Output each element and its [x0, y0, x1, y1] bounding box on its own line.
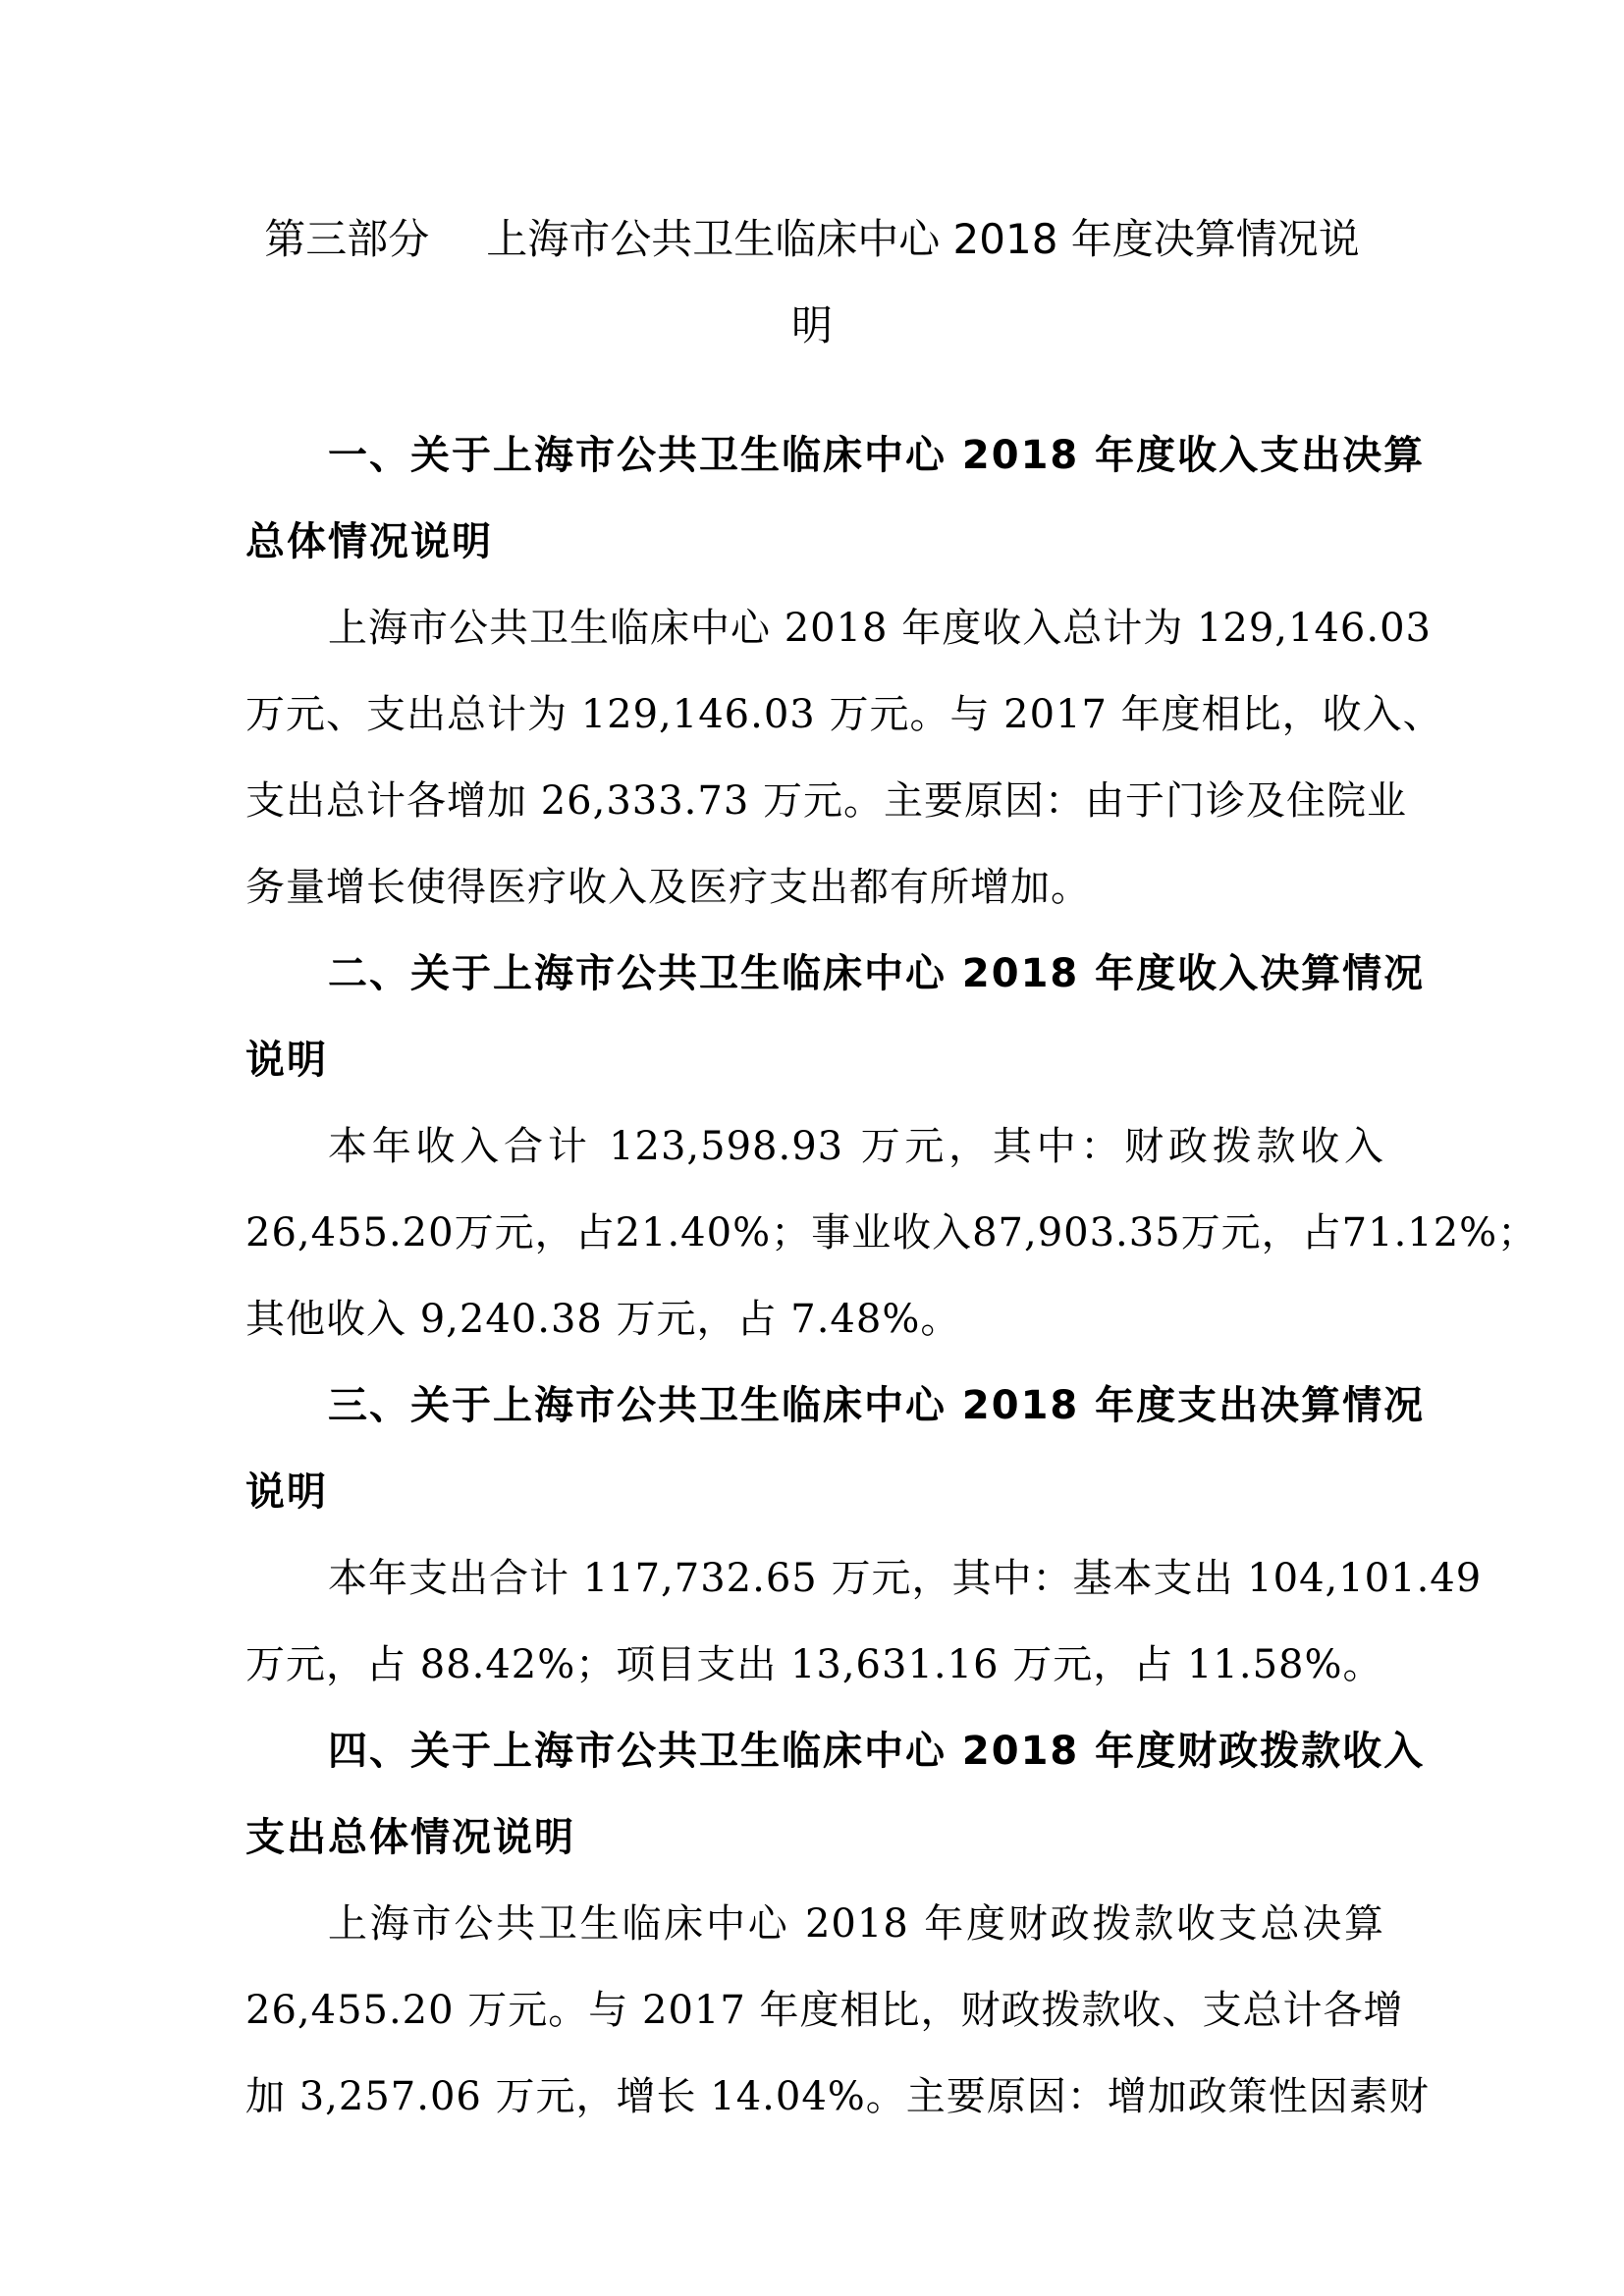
- section-1-body: [245, 585, 1443, 931]
- section-4-body-line: 上海市公共卫生临床中心 2018 年度财政拨款收支总决算: [328, 1901, 1384, 1947]
- section-1-body-line: 支出总计各增加 26,333.73 万元。主要原因：由于门诊及住院业: [245, 778, 1408, 824]
- section-3: [245, 1362, 1483, 1708]
- title-main: 上海市公共卫生临床中心 2018 年度决算情况说: [486, 215, 1360, 263]
- section-1-heading: [245, 412, 1426, 585]
- section-4-heading-line: 支出总体情况说明: [245, 1815, 575, 1860]
- title-part-label: 第三部分: [264, 215, 430, 263]
- section-2: [245, 931, 1539, 1362]
- section-2-body-line: 26,455.20万元，占21.40%；事业收入87,903.35万元，占71.12%；: [245, 1210, 1539, 1255]
- section-2-body-line: 本年收入合计 123,598.93 万元，其中：财政拨款收入: [328, 1124, 1384, 1169]
- section-2-heading-line: 说明: [245, 1038, 328, 1083]
- section-4-body-line: 加 3,257.06 万元，增长 14.04%。主要原因：增加政策性因素财: [245, 2074, 1430, 2119]
- section-3-heading: [245, 1362, 1426, 1535]
- section-1-body-line: 上海市公共卫生临床中心 2018 年度收入总计为 129,146.03: [328, 606, 1432, 651]
- section-3-body-line: 万元，占 88.42%；项目支出 13,631.16 万元，占 11.58%。: [245, 1642, 1383, 1687]
- section-3-body-line: 本年支出合计 117,732.65 万元，其中：基本支出 104,101.49: [328, 1556, 1483, 1601]
- section-2-body: [245, 1103, 1539, 1362]
- section-4-heading: [245, 1708, 1426, 1881]
- section-2-body-line: 其他收入 9,240.38 万元，占 7.48%。: [245, 1297, 961, 1342]
- section-1-heading-line: 总体情况说明: [245, 519, 493, 564]
- section-3-heading-line: 三、关于上海市公共卫生临床中心 2018 年度支出决算情况: [328, 1383, 1426, 1428]
- title-line-2: 明: [790, 301, 833, 349]
- section-2-heading: [245, 931, 1426, 1103]
- section-4: [245, 1708, 1430, 2140]
- section-1-body-line: 万元、支出总计为 129,146.03 万元。与 2017 年度相比，收入、: [245, 692, 1443, 737]
- section-1: [245, 412, 1443, 931]
- section-4-heading-line: 四、关于上海市公共卫生临床中心 2018 年度财政拨款收入: [328, 1729, 1426, 1774]
- section-4-body-line: 26,455.20 万元。与 2017 年度相比，财政拨款收、支总计各增: [245, 1988, 1404, 2033]
- section-2-heading-line: 二、关于上海市公共卫生临床中心 2018 年度收入决算情况: [328, 951, 1426, 996]
- section-4-body: [245, 1881, 1430, 2140]
- section-1-heading-line: 一、关于上海市公共卫生临床中心 2018 年度收入支出决算: [328, 433, 1426, 478]
- section-3-body: [245, 1535, 1483, 1708]
- document-title: [245, 196, 1379, 369]
- section-3-heading-line: 说明: [245, 1469, 328, 1515]
- title-line-1: [245, 196, 1379, 283]
- section-1-body-line: 务量增长使得医疗收入及医疗支出都有所增加。: [245, 865, 1091, 910]
